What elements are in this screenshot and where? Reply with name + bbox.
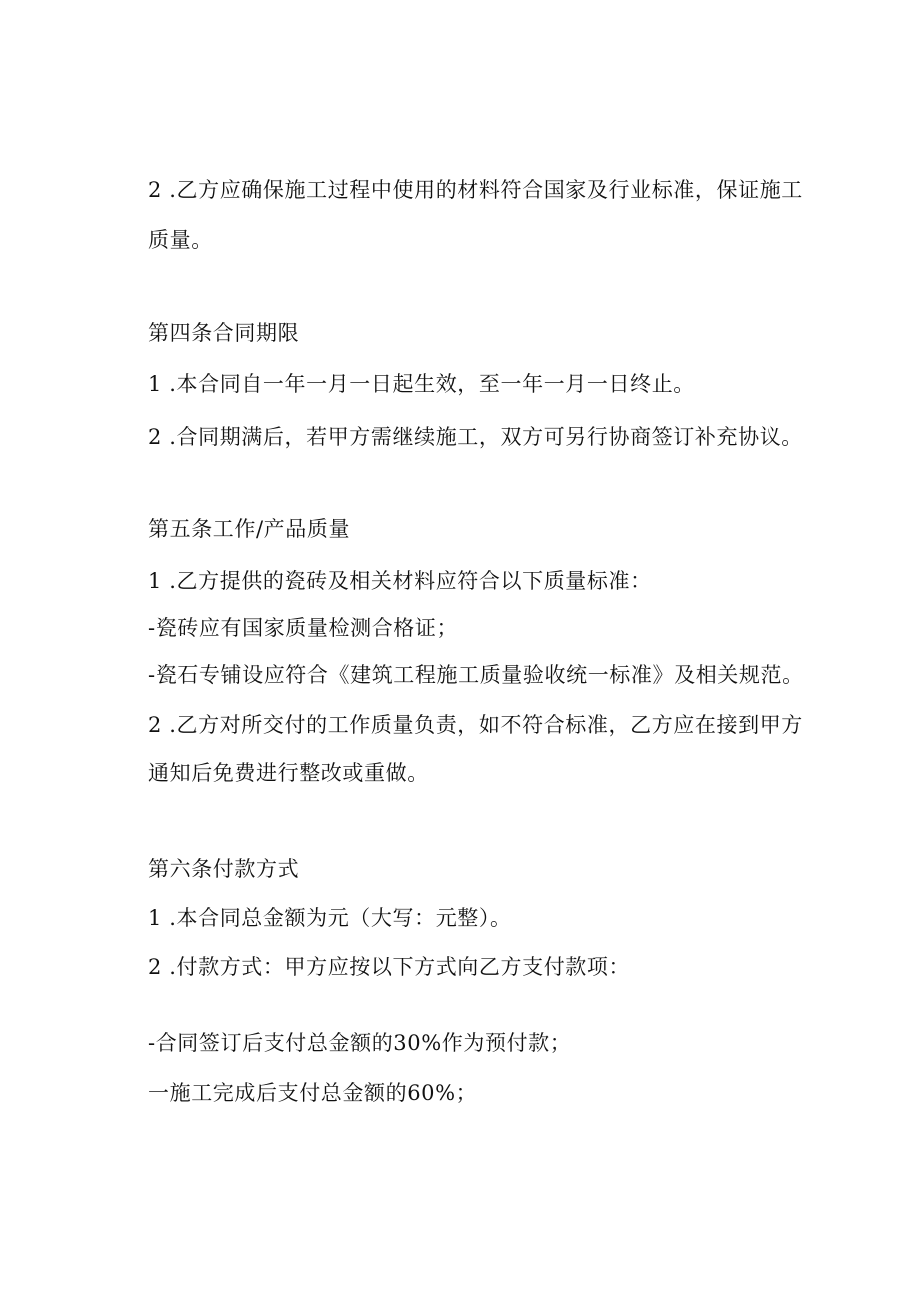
paragraph-quality-responsibility: 2 .乙方对所交付的工作质量负责，如不符合标准，乙方应在接到甲方 bbox=[148, 713, 803, 737]
paragraph-materials-standard: 2 .乙方应确保施工过程中使用的材料符合国家及行业标准，保证施工 bbox=[148, 178, 803, 202]
section-heading-quality: 第五条工作/产品质量 bbox=[148, 517, 351, 541]
list-item-installation-standard: -瓷石专铺设应符合《建筑工程施工质量验收统一标准》及相关规范。 bbox=[148, 663, 804, 687]
paragraph-payment-method: 2 .付款方式：甲方应按以下方式向乙方支付款项： bbox=[148, 955, 631, 979]
paragraph-effective-date: 1 .本合同自一年一月一日起生效，至一年一月一日终止。 bbox=[148, 372, 695, 396]
section-heading-payment: 第六条付款方式 bbox=[148, 857, 300, 881]
list-item-completion-payment: 一施工完成后支付总金额的60%； bbox=[148, 1081, 478, 1105]
paragraph-quality-standards: 1 .乙方提供的瓷砖及相关材料应符合以下质量标准： bbox=[148, 569, 652, 593]
paragraph-renewal: 2 .合同期满后，若甲方需继续施工，双方可另行协商签订补充协议。 bbox=[148, 425, 803, 449]
paragraph-total-amount: 1 .本合同总金额为元（大写：元整）。 bbox=[148, 906, 512, 930]
paragraph-materials-standard-cont: 质量。 bbox=[148, 228, 213, 252]
list-item-certificate: -瓷砖应有国家质量检测合格证； bbox=[148, 616, 459, 640]
list-item-advance-payment: -合同签订后支付总金额的30%作为预付款； bbox=[148, 1031, 572, 1055]
section-heading-contract-term: 第四条合同期限 bbox=[148, 321, 300, 345]
paragraph-quality-responsibility-cont: 通知后免费进行整改或重做。 bbox=[148, 761, 429, 785]
